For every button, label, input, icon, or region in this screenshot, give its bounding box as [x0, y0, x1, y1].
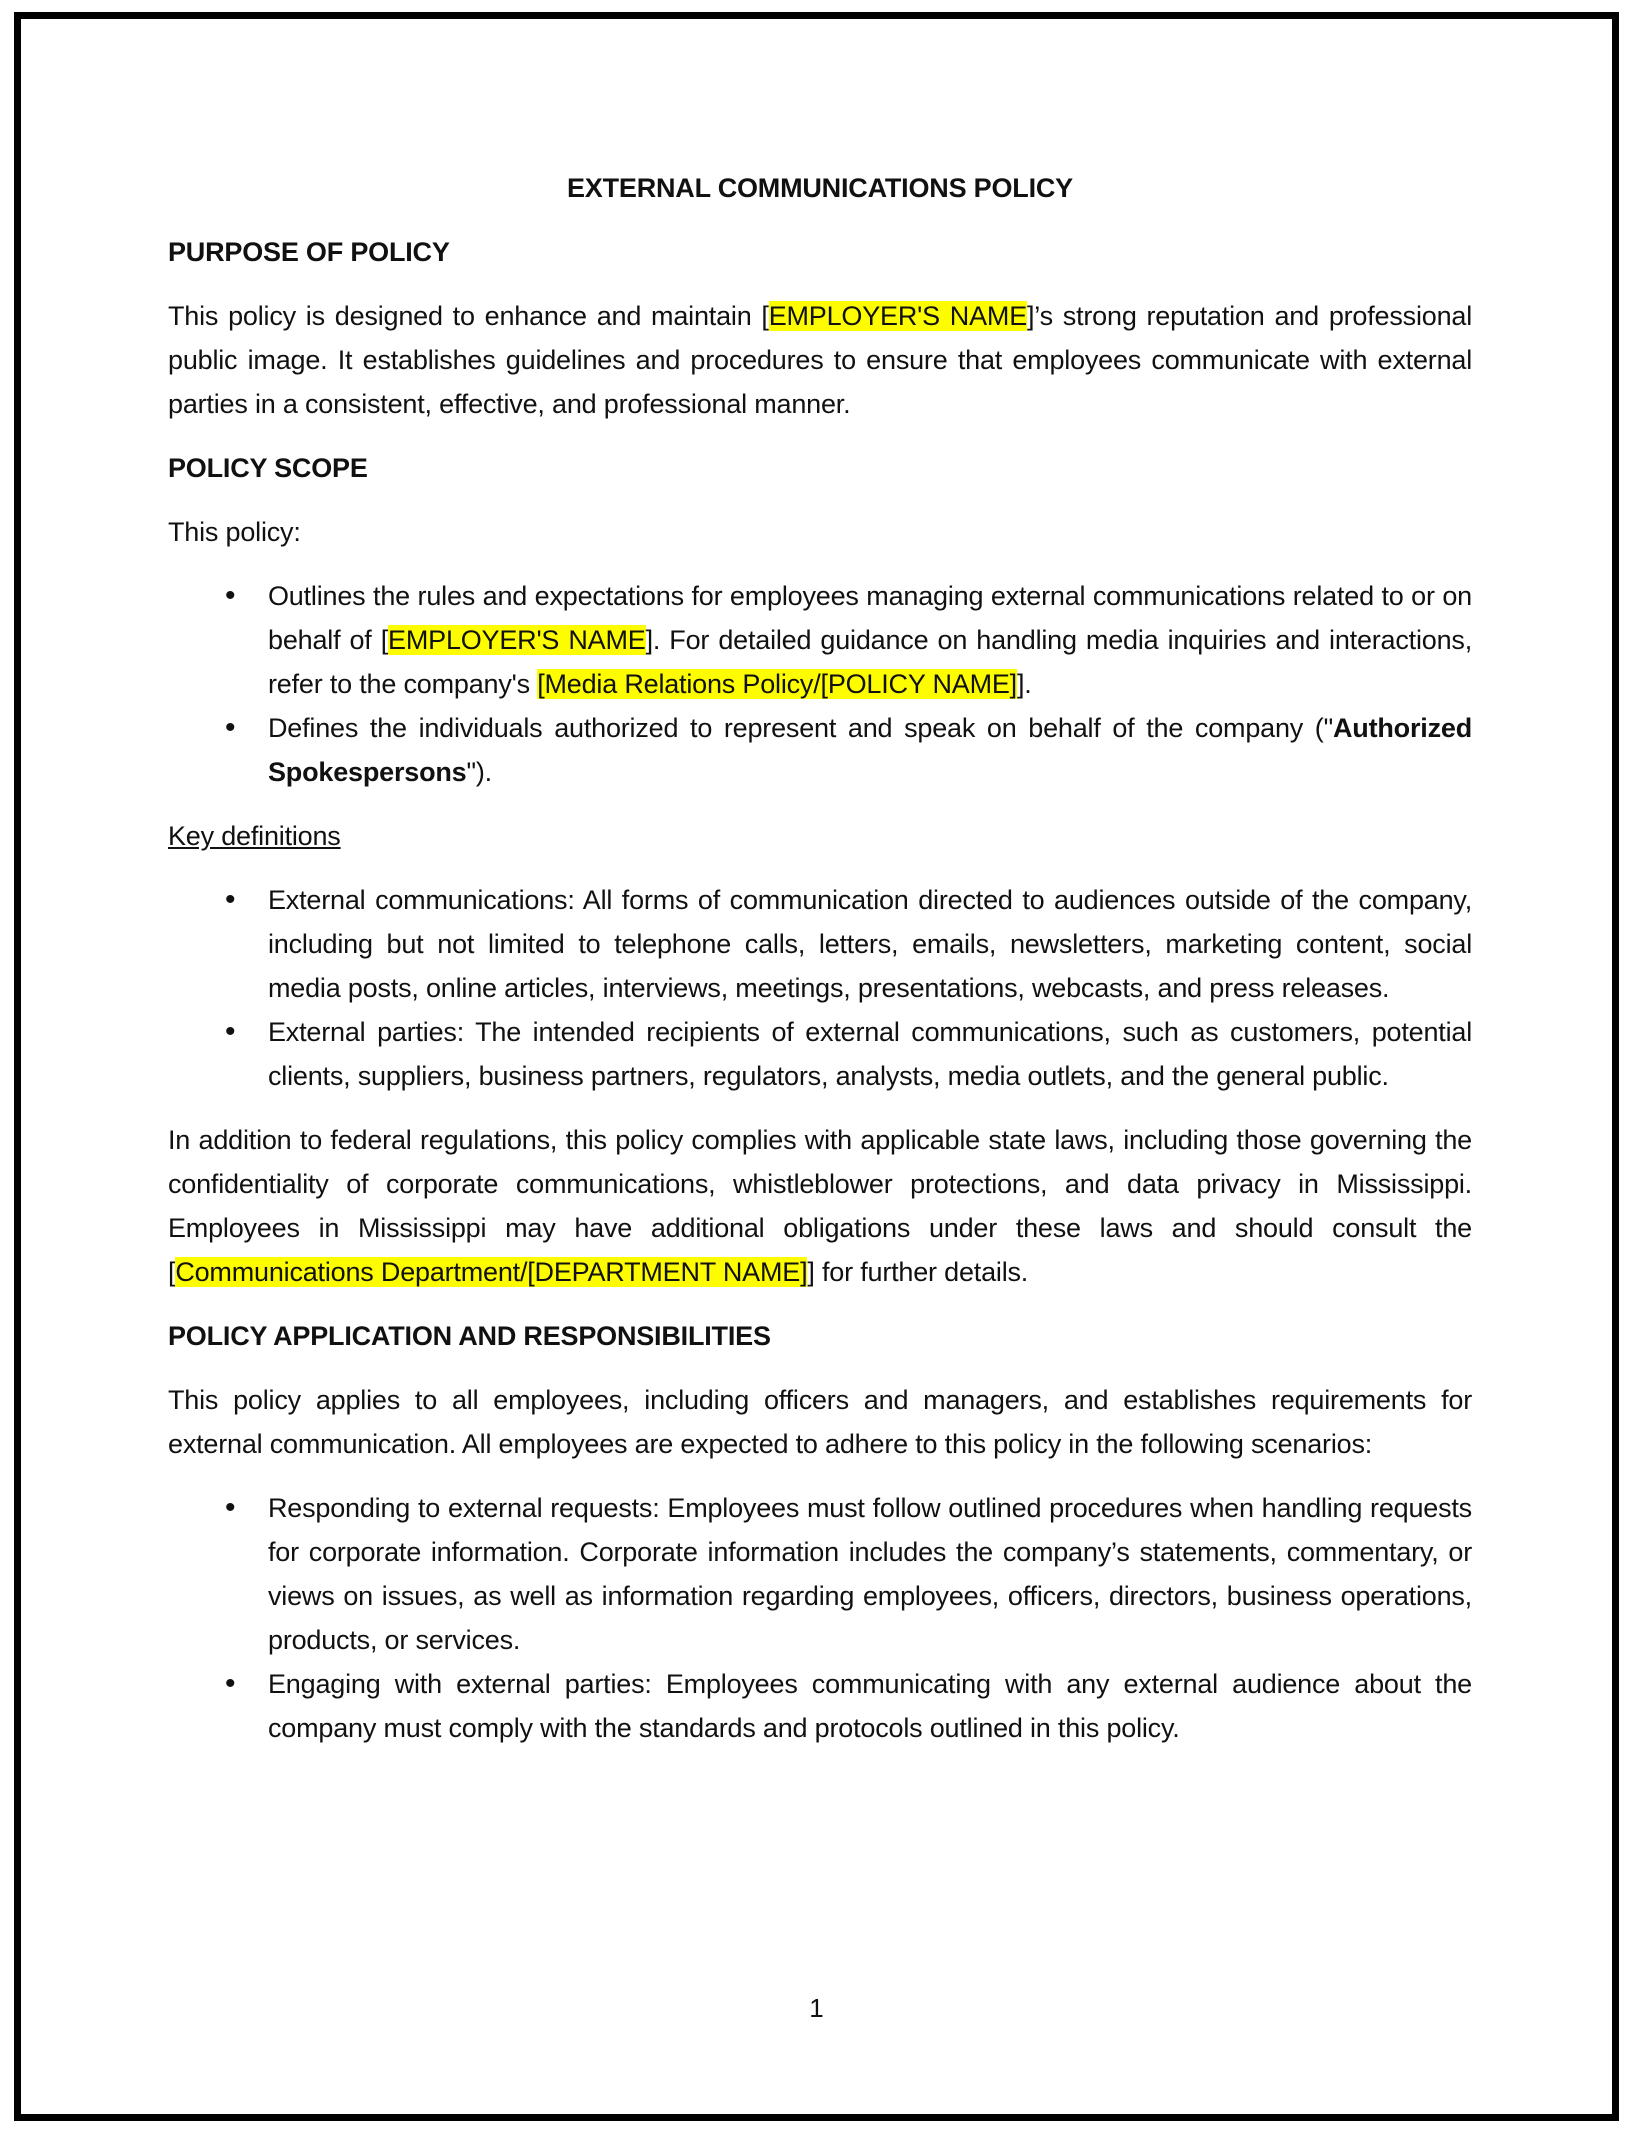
text-segment: "). [466, 757, 492, 787]
text-segment: POLICY APPLICATION AND RESPONSIBILITIES [168, 1321, 771, 1351]
document-content [168, 166, 1472, 1770]
text-segment: This policy: [168, 517, 301, 547]
list-item [168, 706, 1472, 794]
list-item [168, 1486, 1472, 1662]
text-segment: Defines the individuals authorized to represent and speak on behalf of the company (" [268, 713, 1333, 743]
section-heading-purpose-of-policy [168, 230, 1472, 274]
text-segment: PURPOSE OF POLICY [168, 237, 450, 267]
text-segment: This policy is designed to enhance and maintain [ [168, 301, 769, 331]
list-item [168, 1662, 1472, 1750]
text-segment: Outlines the rules and expectations for employees managing external communications related to or on behalf of [ [268, 581, 1472, 655]
definitions-bullet-list [168, 878, 1472, 1098]
paragraph-application [168, 1378, 1472, 1466]
text-segment: In addition to federal regulations, this policy complies with applicable state laws, including those governing the confidentiality of corporate communications, whistleblower protections, and data privacy in Mississippi. Employees in Mississippi may have additional obligations under these laws and should consult the [ [168, 1125, 1472, 1287]
paragraph-purpose [168, 294, 1472, 426]
text-segment: External communications: All forms of communication directed to audiences outside of the company, including but not limited to telephone calls, letters, emails, newsletters, marketing content, social media posts, online articles, interviews, meetings, presentations, webcasts, and press releases. [268, 885, 1472, 1003]
section-heading-policy-application [168, 1314, 1472, 1358]
text-segment: ]’s strong reputation and professional public image. It establishes guidelines and procedures to ensure that employees communicate with external parties in a consistent, effective, and professional manner. [168, 301, 1473, 419]
text-segment: Responding to external requests: Employees must follow outlined procedures when handling requests for corporate information. Corporate information includes the company’s statements, commentary, or views on issues, as well as information regarding employees, officers, directors, business operations, products, or services. [268, 1493, 1472, 1655]
text-segment: ] for further details. [807, 1257, 1029, 1287]
text-segment: This policy applies to all employees, including officers and managers, and establishes requirements for external communication. All employees are expected to adhere to this policy in the following scenarios: [168, 1385, 1472, 1459]
list-item [168, 1010, 1472, 1098]
key-definitions-heading [168, 814, 1472, 858]
highlighted-placeholder: EMPLOYER'S NAME [388, 625, 646, 655]
highlighted-placeholder: [Media Relations Policy/[POLICY NAME] [537, 669, 1017, 699]
page-number: 1 [809, 1993, 824, 2023]
text-segment: Key definitions [168, 821, 341, 851]
text-segment: ]. For detailed guidance on handling media inquiries and interactions, refer to the company's [268, 625, 1473, 699]
text-segment: ]. [1016, 669, 1032, 699]
document-title [168, 166, 1472, 210]
text-segment: Authorized Spokespersons [268, 713, 1472, 787]
list-item [168, 574, 1472, 706]
paragraph-scope-intro [168, 510, 1472, 554]
text-segment: Engaging with external parties: Employees communicating with any external audience about the company must comply with the standards and protocols outlined in this policy. [268, 1669, 1472, 1743]
highlighted-placeholder: EMPLOYER'S NAME [768, 301, 1027, 331]
section-heading-policy-scope [168, 446, 1472, 490]
text-segment: POLICY SCOPE [168, 453, 368, 483]
application-bullet-list [168, 1486, 1472, 1750]
list-item [168, 878, 1472, 1010]
text-segment: EXTERNAL COMMUNICATIONS POLICY [566, 173, 1073, 203]
scope-bullet-list [168, 574, 1472, 794]
highlighted-placeholder: Communications Department/[DEPARTMENT NAME] [175, 1257, 808, 1287]
text-segment: External parties: The intended recipients of external communications, such as customers, potential clients, suppliers, business partners, regulators, analysts, media outlets, and the general public. [268, 1017, 1472, 1091]
paragraph-state-laws [168, 1118, 1472, 1294]
